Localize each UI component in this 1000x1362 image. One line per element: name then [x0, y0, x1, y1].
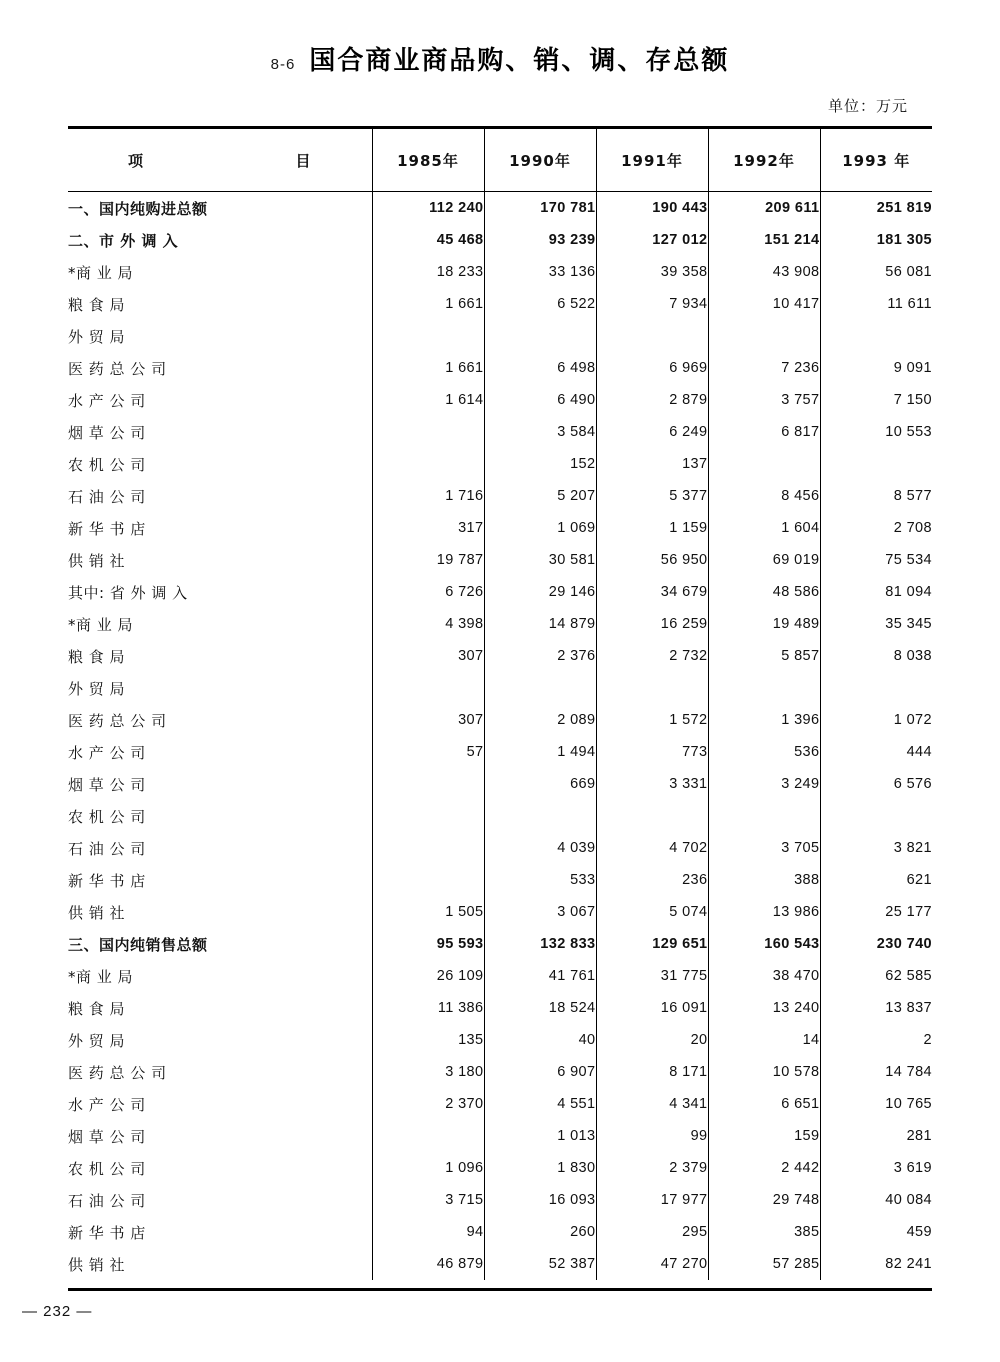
page-title — [0, 40, 1000, 77]
row-value: 127 012 — [596, 224, 708, 256]
row-value — [596, 320, 708, 352]
row-label: 供 销 社 — [68, 903, 126, 922]
row-value: 25 177 — [820, 896, 932, 928]
table-row — [68, 800, 932, 832]
row-label: 水 产 公 司 — [68, 391, 146, 410]
row-value: 295 — [596, 1216, 708, 1248]
row-value: 18 524 — [484, 992, 596, 1024]
row-value: 4 702 — [596, 832, 708, 864]
row-value: 17 977 — [596, 1184, 708, 1216]
table-row — [68, 704, 932, 736]
row-value: 30 581 — [484, 544, 596, 576]
row-value: 47 270 — [596, 1248, 708, 1280]
row-value: 1 661 — [372, 288, 484, 320]
row-value: 4 551 — [484, 1088, 596, 1120]
row-value: 3 757 — [708, 384, 820, 416]
row-value: 2 879 — [596, 384, 708, 416]
row-value: 151 214 — [708, 224, 820, 256]
row-value: 3 249 — [708, 768, 820, 800]
row-label: 粮 食 局 — [68, 647, 126, 666]
row-value: 10 553 — [820, 416, 932, 448]
row-value: 1 159 — [596, 512, 708, 544]
row-label: 外 贸 局 — [68, 679, 126, 698]
table-row — [68, 864, 932, 896]
row-label: 供 销 社 — [68, 1255, 126, 1274]
row-value: 14 784 — [820, 1056, 932, 1088]
row-label: 医 药 总 公 司 — [68, 359, 167, 378]
row-value: 1 661 — [372, 352, 484, 384]
table-row — [68, 1120, 932, 1152]
row-value: 43 908 — [708, 256, 820, 288]
row-label: 水 产 公 司 — [68, 1095, 146, 1114]
row-value: 1 013 — [484, 1120, 596, 1152]
row-value: 2 — [820, 1024, 932, 1056]
table-row — [68, 1024, 932, 1056]
row-value: 56 081 — [820, 256, 932, 288]
row-value: 3 619 — [820, 1152, 932, 1184]
row-value: 13 240 — [708, 992, 820, 1024]
row-value: 7 934 — [596, 288, 708, 320]
row-label: *商 业 局 — [68, 615, 134, 634]
row-value: 2 089 — [484, 704, 596, 736]
row-value: 8 577 — [820, 480, 932, 512]
row-value: 181 305 — [820, 224, 932, 256]
row-label: 三、国内纯销售总额 — [68, 935, 208, 954]
row-value — [708, 800, 820, 832]
row-value: 2 370 — [372, 1088, 484, 1120]
row-value: 7 150 — [820, 384, 932, 416]
row-value: 3 705 — [708, 832, 820, 864]
row-value — [820, 320, 932, 352]
row-label: 新 华 书 店 — [68, 871, 146, 890]
table-body — [68, 192, 932, 1281]
row-value — [484, 320, 596, 352]
row-value: 132 833 — [484, 928, 596, 960]
row-label: 烟 草 公 司 — [68, 1127, 146, 1146]
row-value: 3 331 — [596, 768, 708, 800]
row-value: 236 — [596, 864, 708, 896]
row-value: 6 651 — [708, 1088, 820, 1120]
table-header-row — [68, 128, 932, 192]
row-value: 75 534 — [820, 544, 932, 576]
row-value: 29 146 — [484, 576, 596, 608]
table-row — [68, 832, 932, 864]
table-container — [68, 126, 932, 1280]
row-value: 56 950 — [596, 544, 708, 576]
row-value: 39 358 — [596, 256, 708, 288]
row-value: 307 — [372, 704, 484, 736]
row-value: 1 604 — [708, 512, 820, 544]
row-value: 152 — [484, 448, 596, 480]
row-value: 14 879 — [484, 608, 596, 640]
row-value: 129 651 — [596, 928, 708, 960]
row-value: 57 — [372, 736, 484, 768]
row-value — [484, 672, 596, 704]
row-value: 40 084 — [820, 1184, 932, 1216]
row-value: 2 442 — [708, 1152, 820, 1184]
row-value — [820, 672, 932, 704]
header-col-1993: 1993 年 — [820, 128, 932, 192]
table-row — [68, 352, 932, 384]
table-row — [68, 192, 932, 225]
row-value: 3 584 — [484, 416, 596, 448]
row-value: 281 — [820, 1120, 932, 1152]
row-label: 石 油 公 司 — [68, 839, 146, 858]
row-value: 112 240 — [372, 192, 484, 225]
row-value — [372, 864, 484, 896]
row-value: 2 376 — [484, 640, 596, 672]
row-value: 1 494 — [484, 736, 596, 768]
row-label: 粮 食 局 — [68, 999, 126, 1018]
row-value: 31 775 — [596, 960, 708, 992]
row-value — [596, 800, 708, 832]
row-value: 4 039 — [484, 832, 596, 864]
row-label: 石 油 公 司 — [68, 1191, 146, 1210]
row-value: 10 765 — [820, 1088, 932, 1120]
row-value: 19 787 — [372, 544, 484, 576]
row-value: 6 498 — [484, 352, 596, 384]
row-value: 159 — [708, 1120, 820, 1152]
row-label: 新 华 书 店 — [68, 1223, 146, 1242]
row-value: 621 — [820, 864, 932, 896]
table-row — [68, 608, 932, 640]
row-label: 粮 食 局 — [68, 295, 126, 314]
row-value: 137 — [596, 448, 708, 480]
row-label: 水 产 公 司 — [68, 743, 146, 762]
row-label: 新 华 书 店 — [68, 519, 146, 538]
row-value: 170 781 — [484, 192, 596, 225]
row-value: 4 341 — [596, 1088, 708, 1120]
row-value: 8 171 — [596, 1056, 708, 1088]
row-value: 2 732 — [596, 640, 708, 672]
row-value: 1 505 — [372, 896, 484, 928]
row-value — [596, 672, 708, 704]
row-value: 1 716 — [372, 480, 484, 512]
row-value: 3 180 — [372, 1056, 484, 1088]
row-value: 669 — [484, 768, 596, 800]
row-value — [820, 448, 932, 480]
row-value: 1 096 — [372, 1152, 484, 1184]
row-label: 外 贸 局 — [68, 1031, 126, 1050]
row-value: 533 — [484, 864, 596, 896]
table-row — [68, 288, 932, 320]
row-value: 16 091 — [596, 992, 708, 1024]
row-value: 6 817 — [708, 416, 820, 448]
row-label: 供 销 社 — [68, 551, 126, 570]
row-value: 13 986 — [708, 896, 820, 928]
row-value: 26 109 — [372, 960, 484, 992]
table-row — [68, 1088, 932, 1120]
table-row — [68, 1184, 932, 1216]
row-value: 1 396 — [708, 704, 820, 736]
statistics-table — [68, 126, 932, 1280]
row-value: 45 468 — [372, 224, 484, 256]
row-value: 385 — [708, 1216, 820, 1248]
unit-note: 单位：万元 — [827, 97, 908, 115]
row-value: 93 239 — [484, 224, 596, 256]
row-value: 388 — [708, 864, 820, 896]
row-value: 34 679 — [596, 576, 708, 608]
row-value — [708, 448, 820, 480]
row-label: *商 业 局 — [68, 263, 134, 282]
table-row — [68, 512, 932, 544]
row-label: 农 机 公 司 — [68, 455, 146, 474]
header-col-1991: 1991年 — [596, 128, 708, 192]
row-value: 317 — [372, 512, 484, 544]
header-item-column — [68, 128, 372, 192]
row-value: 6 726 — [372, 576, 484, 608]
row-value: 10 578 — [708, 1056, 820, 1088]
table-row — [68, 1248, 932, 1280]
table-row — [68, 640, 932, 672]
row-value: 459 — [820, 1216, 932, 1248]
table-row — [68, 320, 932, 352]
table-row — [68, 384, 932, 416]
row-value — [372, 800, 484, 832]
table-row — [68, 1056, 932, 1088]
row-value — [372, 672, 484, 704]
row-value: 6 249 — [596, 416, 708, 448]
row-value: 19 489 — [708, 608, 820, 640]
row-value: 7 236 — [708, 352, 820, 384]
row-value: 1 614 — [372, 384, 484, 416]
row-value: 3 067 — [484, 896, 596, 928]
row-value: 260 — [484, 1216, 596, 1248]
row-label: 烟 草 公 司 — [68, 775, 146, 794]
row-label: 医 药 总 公 司 — [68, 1063, 167, 1082]
row-value: 536 — [708, 736, 820, 768]
row-value — [820, 800, 932, 832]
row-value: 160 543 — [708, 928, 820, 960]
table-row — [68, 896, 932, 928]
header-col-1990: 1990年 — [484, 128, 596, 192]
row-value — [484, 800, 596, 832]
row-value: 2 379 — [596, 1152, 708, 1184]
row-value: 46 879 — [372, 1248, 484, 1280]
row-value: 6 576 — [820, 768, 932, 800]
row-value — [372, 1120, 484, 1152]
table-row — [68, 256, 932, 288]
row-value: 94 — [372, 1216, 484, 1248]
row-value: 1 830 — [484, 1152, 596, 1184]
row-value: 190 443 — [596, 192, 708, 225]
row-value: 135 — [372, 1024, 484, 1056]
row-value — [372, 768, 484, 800]
header-col-1985: 1985年 — [372, 128, 484, 192]
row-label: 其中: 省 外 调 入 — [68, 583, 188, 602]
table-row — [68, 992, 932, 1024]
row-value: 10 417 — [708, 288, 820, 320]
table-row — [68, 544, 932, 576]
row-value: 52 387 — [484, 1248, 596, 1280]
row-label: 烟 草 公 司 — [68, 423, 146, 442]
table-row — [68, 224, 932, 256]
table-row — [68, 1216, 932, 1248]
table-row — [68, 672, 932, 704]
row-label: 农 机 公 司 — [68, 1159, 146, 1178]
row-value: 1 069 — [484, 512, 596, 544]
row-value: 38 470 — [708, 960, 820, 992]
header-item-right: 目 — [295, 151, 312, 170]
row-value — [708, 672, 820, 704]
row-label: 农 机 公 司 — [68, 807, 146, 826]
row-label: 外 贸 局 — [68, 327, 126, 346]
row-label: *商 业 局 — [68, 967, 134, 986]
row-value: 2 708 — [820, 512, 932, 544]
table-row — [68, 768, 932, 800]
row-value: 95 593 — [372, 928, 484, 960]
row-value: 20 — [596, 1024, 708, 1056]
row-value: 251 819 — [820, 192, 932, 225]
row-value: 11 611 — [820, 288, 932, 320]
row-value — [372, 416, 484, 448]
table-row — [68, 576, 932, 608]
row-value: 16 259 — [596, 608, 708, 640]
row-value: 40 — [484, 1024, 596, 1056]
row-value: 14 — [708, 1024, 820, 1056]
row-value: 13 837 — [820, 992, 932, 1024]
row-value: 209 611 — [708, 192, 820, 225]
table-row — [68, 1152, 932, 1184]
row-value: 5 377 — [596, 480, 708, 512]
table-bottom-rule — [68, 1288, 932, 1291]
row-value: 8 038 — [820, 640, 932, 672]
row-value: 33 136 — [484, 256, 596, 288]
table-row — [68, 448, 932, 480]
row-value: 4 398 — [372, 608, 484, 640]
row-value: 1 572 — [596, 704, 708, 736]
row-label: 二、市 外 调 入 — [68, 231, 179, 250]
row-value: 69 019 — [708, 544, 820, 576]
row-value: 3 715 — [372, 1184, 484, 1216]
row-value: 230 740 — [820, 928, 932, 960]
row-value: 82 241 — [820, 1248, 932, 1280]
row-label: 一、国内纯购进总额 — [68, 192, 372, 225]
row-value: 81 094 — [820, 576, 932, 608]
table-number: 8-6 — [270, 56, 296, 73]
table-row — [68, 928, 932, 960]
row-value: 6 522 — [484, 288, 596, 320]
table-title: 国合商业商品购、销、调、存总额 — [309, 46, 730, 76]
header-col-1992: 1992年 — [708, 128, 820, 192]
row-label: 医 药 总 公 司 — [68, 711, 167, 730]
row-label: 石 油 公 司 — [68, 487, 146, 506]
row-value: 6 969 — [596, 352, 708, 384]
row-value — [372, 448, 484, 480]
row-value: 3 821 — [820, 832, 932, 864]
page-number: — 232 — — [22, 1303, 93, 1320]
header-item-left: 项 — [128, 151, 145, 170]
row-value: 16 093 — [484, 1184, 596, 1216]
row-value: 57 285 — [708, 1248, 820, 1280]
row-value: 5 074 — [596, 896, 708, 928]
row-value: 11 386 — [372, 992, 484, 1024]
row-value: 8 456 — [708, 480, 820, 512]
row-value: 773 — [596, 736, 708, 768]
row-value: 35 345 — [820, 608, 932, 640]
table-row — [68, 736, 932, 768]
row-value — [708, 320, 820, 352]
row-value: 5 207 — [484, 480, 596, 512]
table-row — [68, 480, 932, 512]
row-value: 307 — [372, 640, 484, 672]
row-value — [372, 320, 484, 352]
row-value: 48 586 — [708, 576, 820, 608]
row-value: 29 748 — [708, 1184, 820, 1216]
row-value: 5 857 — [708, 640, 820, 672]
row-value — [372, 832, 484, 864]
row-value: 6 490 — [484, 384, 596, 416]
row-value: 18 233 — [372, 256, 484, 288]
table-row — [68, 416, 932, 448]
table-row — [68, 960, 932, 992]
row-value: 444 — [820, 736, 932, 768]
row-value: 99 — [596, 1120, 708, 1152]
document-page — [0, 40, 1000, 1362]
row-value: 6 907 — [484, 1056, 596, 1088]
row-value: 62 585 — [820, 960, 932, 992]
row-value: 1 072 — [820, 704, 932, 736]
row-value: 9 091 — [820, 352, 932, 384]
row-value: 41 761 — [484, 960, 596, 992]
